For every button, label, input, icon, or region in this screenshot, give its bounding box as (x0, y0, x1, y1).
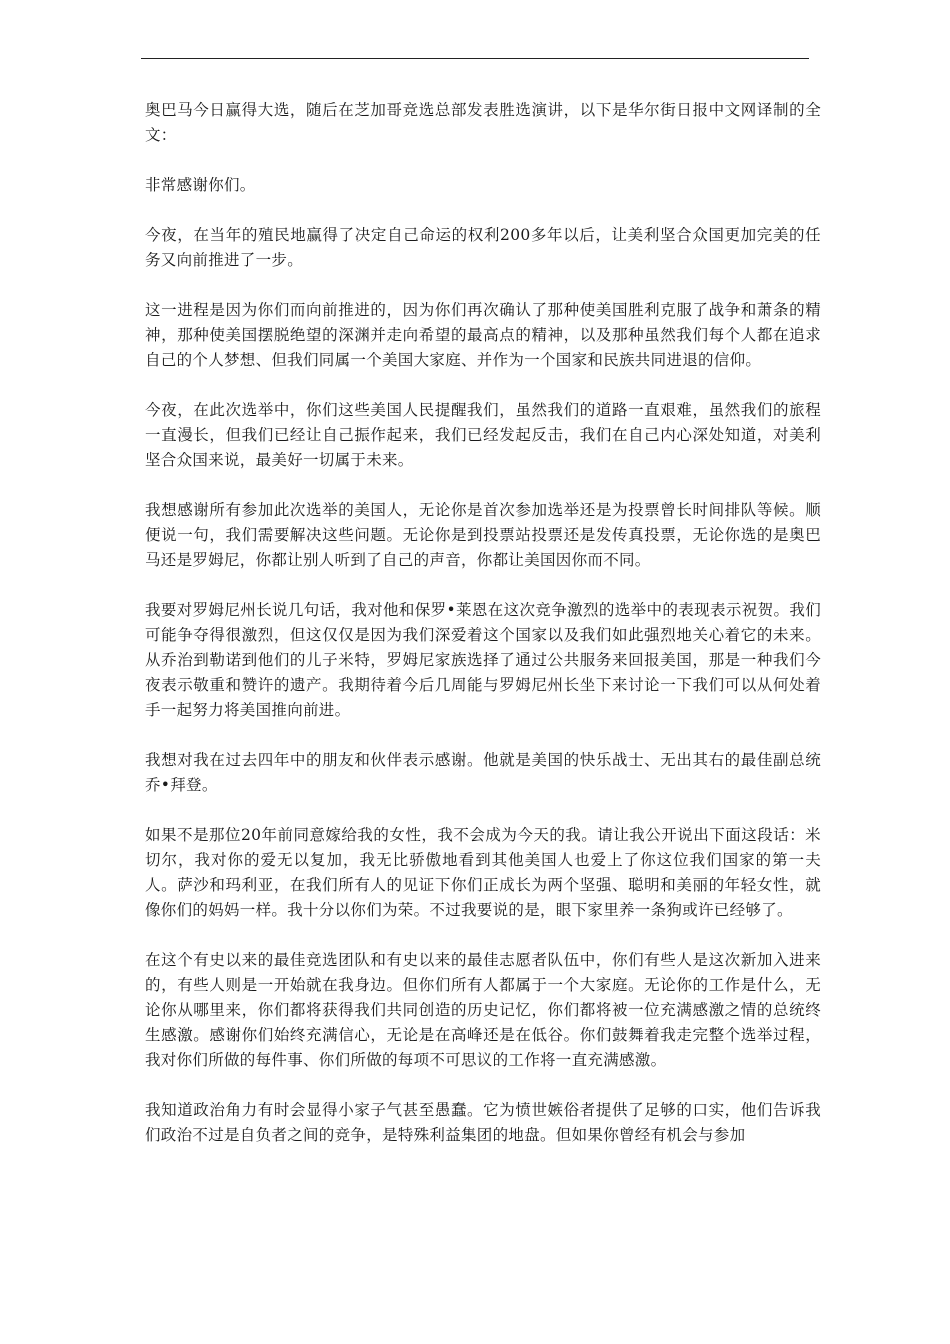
paragraph: 在这个有史以来的最佳竞选团队和有史以来的最佳志愿者队伍中，你们有些人是这次新加入进来的，有些人则是一开始就在我身边。但你们所有人都属于一个大家庭。无论你的工作是什么，无论你从哪里来，你们都将获得我们共同创造的历史记忆，你们都将被一位充满感激之情的总统终生感激。感谢你们始终充满信心，无论是在高峰还是在低谷。你们鼓舞着我走完整个选举过程，我对你们所做的每件事、你们所做的每项不可思议的工作将一直充满感激。 (145, 951, 821, 1069)
paragraph: 如果不是那位20年前同意嫁给我的女性，我不会成为今天的我。请让我公开说出下面这段话：米切尔，我对你的爱无以复加，我无比骄傲地看到其他美国人也爱上了你这位我们国家的第一夫人。萨沙和玛利亚，在我们所有人的见证下你们正成长为两个坚强、聪明和美丽的年轻女性，就像你们的妈妈一样。我十分以你们为荣。不过我要说的是，眼下家里养一条狗或许已经够了。 (145, 826, 821, 919)
paragraph: 我想对我在过去四年中的朋友和伙伴表示感谢。他就是美国的快乐战士、无出其右的最佳副总统乔•拜登。 (145, 751, 821, 794)
paragraph: 非常感谢你们。 (145, 176, 256, 194)
paragraph: 今夜，在当年的殖民地赢得了决定自己命运的权利200多年以后，让美利坚合众国更加完美的任务又向前推进了一步。 (145, 226, 821, 269)
paragraph: 我知道政治角力有时会显得小家子气甚至愚蠢。它为愤世嫉俗者提供了足够的口实，他们告诉我们政治不过是自负者之间的竞争，是特殊利益集团的地盘。但如果你曾经有机会与参加 (145, 1101, 821, 1144)
paragraph: 今夜，在此次选举中，你们这些美国人民提醒我们，虽然我们的道路一直艰难，虽然我们的旅程一直漫长，但我们已经让自己振作起来，我们已经发起反击，我们在自己内心深处知道，对美利坚合众国来说，最美好一切属于未来。 (145, 401, 821, 469)
article-body (145, 98, 821, 1173)
paragraph-intro: 奥巴马今日赢得大选，随后在芝加哥竞选总部发表胜选演讲，以下是华尔街日报中文网译制的全文： (145, 101, 821, 144)
paragraph: 我想感谢所有参加此次选举的美国人，无论你是首次参加选举还是为投票曾长时间排队等候。顺便说一句，我们需要解决这些问题。无论你是到投票站投票还是发传真投票，无论你选的是奥巴马还是罗姆尼，你都让别人听到了自己的声音，你都让美国因你而不同。 (145, 501, 821, 569)
paragraph: 我要对罗姆尼州长说几句话，我对他和保罗•莱恩在这次竞争激烈的选举中的表现表示祝贺。我们可能争夺得很激烈，但这仅仅是因为我们深爱着这个国家以及我们如此强烈地关心着它的未来。从乔治到勒诺到他们的儿子米特，罗姆尼家族选择了通过公共服务来回报美国，那是一种我们今夜表示敬重和赞许的遗产。我期待着今后几周能与罗姆尼州长坐下来讨论一下我们可以从何处着手一起努力将美国推向前进。 (145, 601, 821, 719)
paragraph: 这一进程是因为你们而向前推进的，因为你们再次确认了那种使美国胜利克服了战争和萧条的精神，那种使美国摆脱绝望的深渊并走向希望的最高点的精神，以及那种虽然我们每个人都在追求自己的个人梦想、但我们同属一个美国大家庭、并作为一个国家和民族共同进退的信仰。 (145, 301, 821, 369)
header-rule (141, 58, 809, 59)
